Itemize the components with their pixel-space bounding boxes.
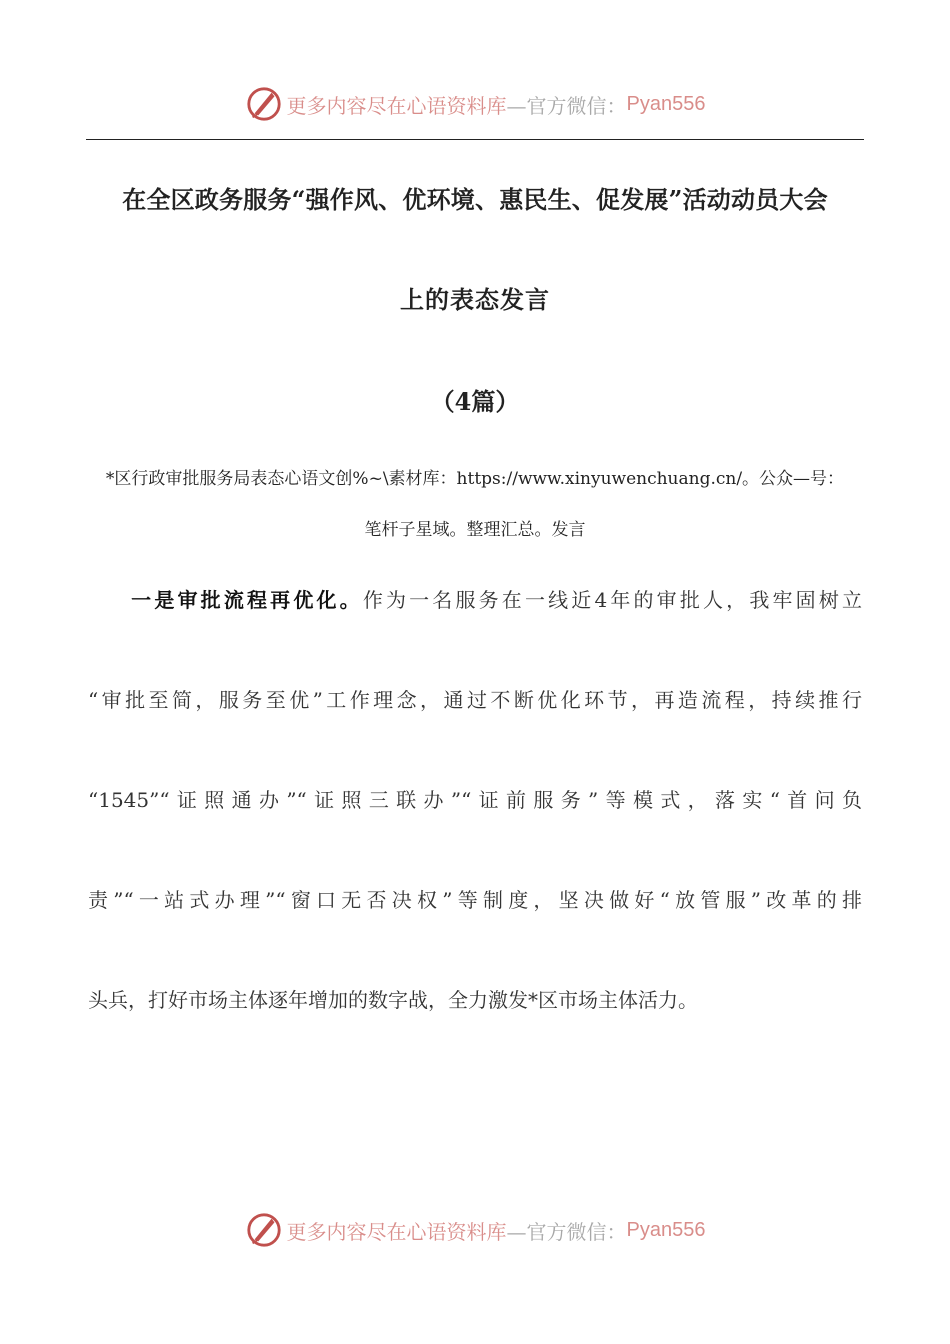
paragraph-line-1 xyxy=(88,584,862,613)
quill-logo-icon xyxy=(245,85,283,123)
footer-watermark xyxy=(0,1208,950,1252)
document-title-line-2: 上的表态发言 xyxy=(400,285,550,314)
paragraph-line-4: 责”“一站式办理”“窗口无否决权”等制度，坚决做好“放管服”改革的排 xyxy=(88,888,862,912)
source-note-line-2: 笔杆子星域。整理汇总。发言 xyxy=(364,520,586,540)
document-title-count: （4篇） xyxy=(430,387,520,416)
source-note-line-1: *区行政审批服务局表态心语文创%~\素材库：https://www.xinyuwenchuang.cn/。公众—号： xyxy=(105,469,845,489)
watermark-wechat-id: Pyan556 xyxy=(626,1218,706,1241)
watermark-text: 更多内容尽在心语资料库 xyxy=(286,93,507,118)
watermark-separator: —官方微信： xyxy=(506,1219,627,1244)
document-title-line-1: 在全区政务服务“强作风、优环境、惠民生、促发展”活动动员大会 xyxy=(122,185,828,214)
header-watermark xyxy=(0,82,950,126)
quill-logo-icon xyxy=(245,1211,283,1249)
paragraph-line-2: “审批至简，服务至优”工作理念，通过不断优化环节，再造流程，持续推行 xyxy=(88,688,862,712)
paragraph-line-5: 头兵，打好市场主体逐年增加的数字战，全力激发*区市场主体活力。 xyxy=(88,988,698,1012)
watermark-wechat-id: Pyan556 xyxy=(626,92,706,115)
paragraph-line-1-text: 作为一名服务在一线近4年的审批人，我牢固树立 xyxy=(362,588,862,612)
watermark-text: 更多内容尽在心语资料库 xyxy=(286,1219,507,1244)
paragraph-lead: 一是审批流程再优化。 xyxy=(128,588,363,612)
header-divider xyxy=(86,139,864,140)
watermark-separator: —官方微信： xyxy=(506,93,627,118)
paragraph-line-3: “1545”“证照通办”“证照三联办”“证前服务”等模式，落实“首问负 xyxy=(88,788,862,812)
